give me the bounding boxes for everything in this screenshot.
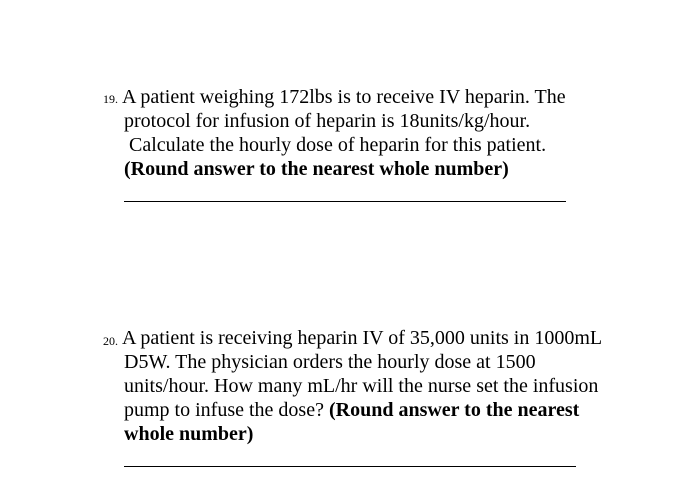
question-number: 19. (103, 92, 118, 106)
question-text-line: D5W. The physician orders the hourly dose at 1500 (124, 351, 536, 373)
question-text-fragment: pump to infuse the dose? (124, 399, 329, 421)
answer-blank-line[interactable] (124, 201, 566, 202)
rounding-instruction: (Round answer to the nearest whole number) (124, 158, 509, 180)
question-number: 20. (103, 334, 118, 348)
rounding-instruction: (Round answer to the nearest (328, 399, 580, 421)
question-text-line (124, 398, 579, 422)
rounding-instruction-continued: whole number) (124, 423, 254, 445)
question-text-line: A patient is receiving heparin IV of 35,000 units in 1000mL (122, 327, 603, 349)
question-text-line: A patient weighing 172lbs is to receive IV heparin. The (122, 86, 566, 108)
question-text-line: Calculate the hourly dose of heparin for this patient. (124, 134, 547, 156)
question-text-line: protocol for infusion of heparin is 18units/kg/hour. (124, 110, 531, 132)
question-text-line: units/hour. How many mL/hr will the nurse set the infusion (124, 375, 599, 397)
answer-blank-line[interactable] (124, 466, 576, 467)
